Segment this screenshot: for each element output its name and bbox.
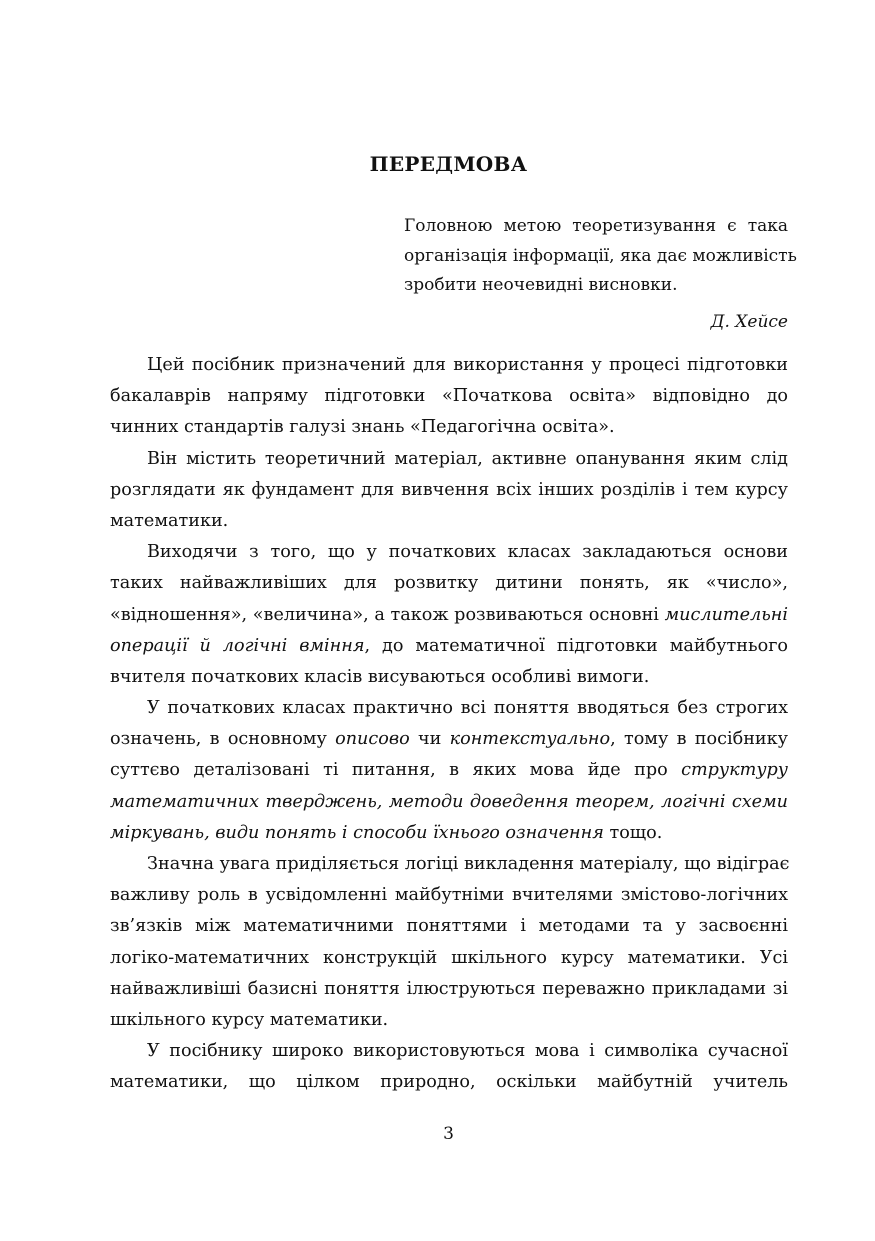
text-segment: Цей посібник призначений для використання у процесі підготовки: [147, 355, 788, 375]
text-segment: шкільного курсу математики.: [110, 1009, 389, 1030]
italic-text: мислительні: [664, 604, 788, 625]
text-line: [110, 849, 788, 880]
text-segment: Виходячи з того, що у початкових класах закладаються основи: [147, 542, 788, 563]
text-segment: тощо.: [603, 822, 663, 843]
text-line: [110, 943, 788, 974]
text-line: [110, 662, 788, 693]
epigraph-line: організація інформації, яка дає можливість: [404, 245, 797, 266]
text-line: [110, 381, 788, 412]
epigraph-line: зробити неочевидні висновки.: [404, 275, 678, 295]
text-segment: бакалаврів напряму підготовки «Початкова освіта» відповідно до: [110, 386, 788, 407]
paragraph: [110, 350, 788, 444]
text-segment: У посібнику широко використовуються мова і символіка сучасної: [147, 1041, 788, 1062]
text-line: [110, 755, 788, 786]
text-line: [110, 444, 788, 475]
page-number: 3: [443, 1124, 454, 1144]
text-segment: У початкових класах практично всі поняття вводяться без строгих: [147, 698, 788, 719]
italic-text: структуру: [681, 760, 788, 781]
text-line: [110, 818, 788, 849]
text-segment: суттєво деталізовані ті питання, в яких мова йде про: [110, 760, 682, 781]
text-line: [110, 631, 788, 662]
text-segment: логіко-математичних конструкцій шкільного курсу математики. Усі: [110, 947, 788, 968]
text-line: [110, 724, 788, 755]
text-line: [110, 537, 788, 568]
text-line: [110, 600, 788, 631]
text-segment: математики, що цілком природно, оскільки майбутній учитель: [110, 1072, 788, 1093]
paragraph: [110, 693, 788, 849]
page-title: ПЕРЕДМОВА: [369, 152, 528, 176]
text-segment: зв’язків між математичними поняттями і методами та у засвоєнні: [110, 916, 788, 937]
text-segment: означень, в основному: [110, 729, 336, 750]
text-segment: найважливіші базисні поняття ілюструються переважно прикладами зі: [110, 978, 788, 999]
text-segment: чи: [409, 729, 450, 750]
text-segment: чинних стандартів галузі знань «Педагогічна освіта».: [110, 417, 615, 438]
text-line: [110, 1067, 788, 1098]
text-line: [110, 1036, 788, 1067]
text-line: [110, 880, 788, 911]
italic-text: контекстуально: [449, 729, 611, 750]
text-line: [110, 412, 788, 443]
text-line: [110, 911, 788, 942]
paragraph: [110, 1036, 788, 1098]
text-segment: математики.: [110, 510, 229, 531]
epigraph: [404, 212, 797, 301]
text-line: [110, 350, 788, 381]
italic-text: описово: [335, 729, 410, 750]
italic-text: математичних тверджень, методи доведення теорем, логічні схеми: [110, 791, 788, 812]
text-segment: , до математичної підготовки майбутнього: [364, 635, 789, 656]
paragraph: [110, 444, 788, 538]
text-segment: таких найважливіших для розвитку дитини понять, як «число»,: [110, 573, 788, 594]
text-line: [110, 1005, 788, 1036]
text-segment: Значна увага приділяється логіці викладення матеріалу, що відіграє: [147, 854, 790, 874]
epigraph-author: Д. Хейсе: [710, 312, 788, 332]
text-line: [110, 693, 788, 724]
text-segment: Він містить теоретичний матеріал, активне опанування яким слід: [147, 448, 788, 469]
paragraph: [110, 849, 788, 1036]
epigraph-line: Головною метою теоретизування є така: [404, 216, 788, 236]
text-line: [110, 568, 788, 599]
text-segment: розглядати як фундамент для вивчення всіх інших розділів і тем курсу: [110, 479, 788, 500]
italic-text: операції й логічні вміння: [110, 635, 365, 656]
body-text: [110, 350, 788, 1099]
text-segment: «відношення», «величина», а також розвиваються основні: [110, 604, 665, 625]
paragraph: [110, 537, 788, 693]
text-line: [110, 506, 788, 537]
text-segment: важливу роль в усвідомленні майбутніми вчителями змістово-логічних: [110, 885, 788, 906]
text-line: [110, 475, 788, 506]
text-segment: вчителя початкових класів висуваються особливі вимоги.: [110, 666, 650, 687]
text-line: [110, 787, 788, 818]
text-segment: , тому в посібнику: [610, 729, 788, 750]
italic-text: міркувань, види понять і способи їхнього означення: [110, 822, 604, 843]
text-line: [110, 974, 788, 1005]
